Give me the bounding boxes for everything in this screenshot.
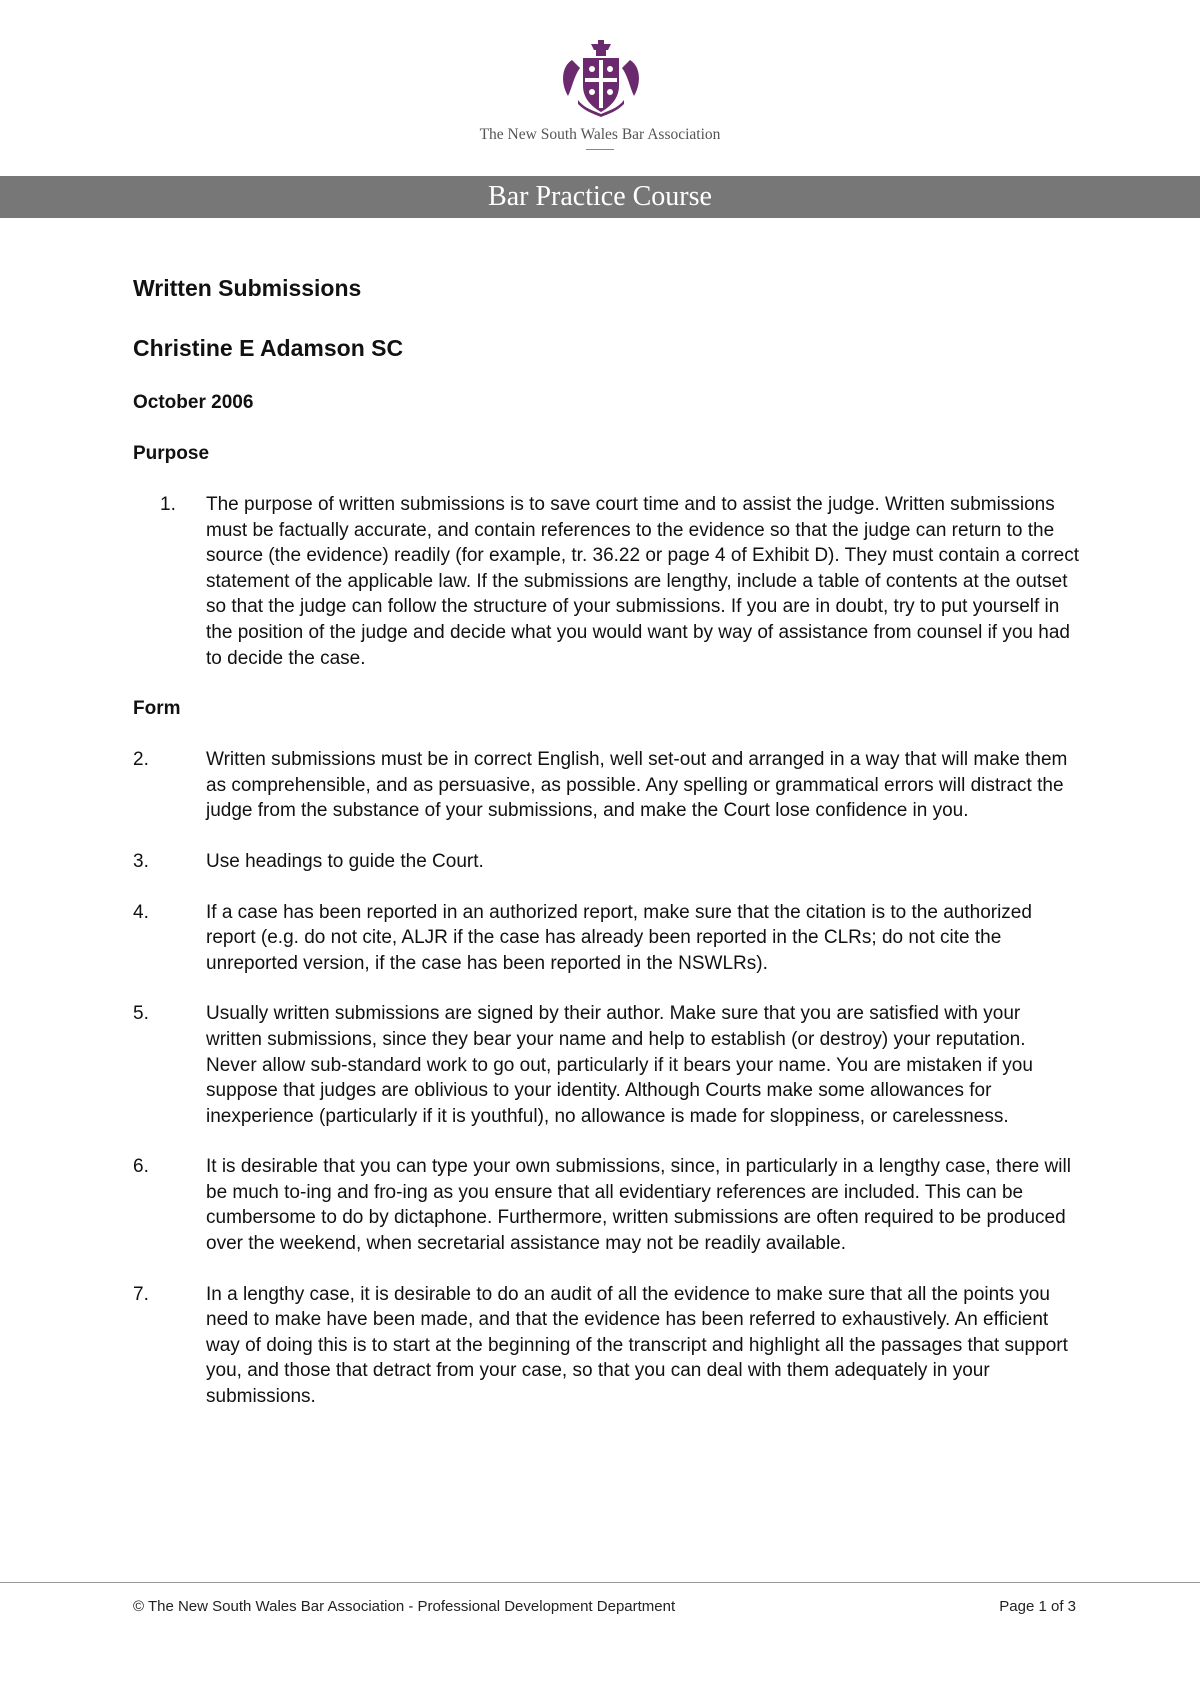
- numbered-paragraph: [133, 1154, 1081, 1256]
- footer-copyright: © The New South Wales Bar Association - Professional Development Department: [133, 1598, 676, 1615]
- paragraph-text: Usually written submissions are signed by their author. Make sure that you are satisfied with your written submissions, since they bear your name and help to establish (or destroy) your reputation. Never allow sub-standard work to go out, particularly if it bears your name. You are mistaken if you suppose that judges are oblivious to your identity. Although Courts make some allowances for inexperience (particularly if it is youthful), no allowance is made for sloppiness, or carelessness.: [206, 1003, 1033, 1127]
- section-heading-form: Form: [133, 698, 181, 720]
- numbered-paragraph: [133, 1282, 1081, 1410]
- paragraph-number: 6.: [133, 1156, 149, 1178]
- numbered-paragraph: [133, 1001, 1081, 1129]
- organization-name: The New South Wales Bar Association: [479, 126, 721, 143]
- page-header: [0, 0, 1200, 212]
- course-banner: Bar Practice Course: [0, 176, 1200, 218]
- document-body: [133, 270, 1081, 1410]
- document-date: October 2006: [133, 392, 254, 413]
- paragraph-text: It is desirable that you can type your own submissions, since, in particularly in a lengthy case, there will be much to-ing and fro-ing as you ensure that all evidentiary references are included. This can be cumbersome to do by dictaphone. Furthermore, written submissions are often required to be produced over the weekend, when secretarial assistance may not be readily available.: [206, 1156, 1071, 1255]
- paragraph-text: In a lengthy case, it is desirable to do an audit of all the evidence to make sure that all the points you need to make have been made, and that the evidence has been referred to exhaustively. An efficient way of doing this is to start at the beginning of the transcript and highlight all the passages that support you, and those that detract from your case, so that you can deal with them adequately in your submissions.: [206, 1283, 1068, 1408]
- numbered-paragraph: [133, 747, 1081, 824]
- numbered-paragraph: [133, 900, 1081, 977]
- paragraph-number: 4.: [133, 901, 149, 923]
- paragraph-text: The purpose of written submissions is to save court time and to assist the judge. Written submissions must be factually accurate, and contain references to the evidence so that the judge can return to the source (the evidence) readily (for example, tr. 36.22 or page 4 of Exhibit D). They must contain a correct statement of the applicable law. If the submissions are lengthy, include a table of contents at the outset so that the judge can follow the structure of your submissions. If you are in doubt, try to put yourself in the position of the judge and decide what you would want by way of assistance from counsel if you had to decide the case.: [206, 494, 1080, 669]
- paragraph-number: 3.: [133, 850, 149, 872]
- paragraph-number: 1.: [160, 494, 176, 515]
- footer-divider: [0, 1582, 1200, 1583]
- section-heading-purpose: Purpose: [133, 443, 210, 464]
- numbered-paragraph: [133, 492, 1081, 671]
- paragraph-number: 7.: [133, 1283, 149, 1305]
- paragraph-number: 5.: [133, 1003, 149, 1025]
- paragraph-text: Written submissions must be in correct English, well set-out and arranged in a way that will make them as comprehensible, and as persuasive, as possible. Any spelling or grammatical errors will distract the judge from the substance of your submissions, and make the Court lose confidence in you.: [206, 749, 1068, 822]
- page-number: Page 1 of 3: [999, 1598, 1076, 1615]
- paragraph-text: Use headings to guide the Court.: [206, 850, 484, 872]
- organization-underline: [586, 149, 614, 150]
- numbered-paragraph: [133, 849, 1081, 875]
- document-title: Written Submissions: [133, 275, 362, 301]
- document-author: Christine E Adamson SC: [133, 335, 404, 361]
- bar-association-crest-icon: [558, 38, 644, 118]
- paragraph-text: If a case has been reported in an authorized report, make sure that the citation is to the authorized report (e.g. do not cite, ALJR if the case has already been reported in the CLRs; do not cite the unreported version, if the case has been reported in the NSWLRs).: [206, 901, 1032, 974]
- paragraph-number: 2.: [133, 749, 149, 771]
